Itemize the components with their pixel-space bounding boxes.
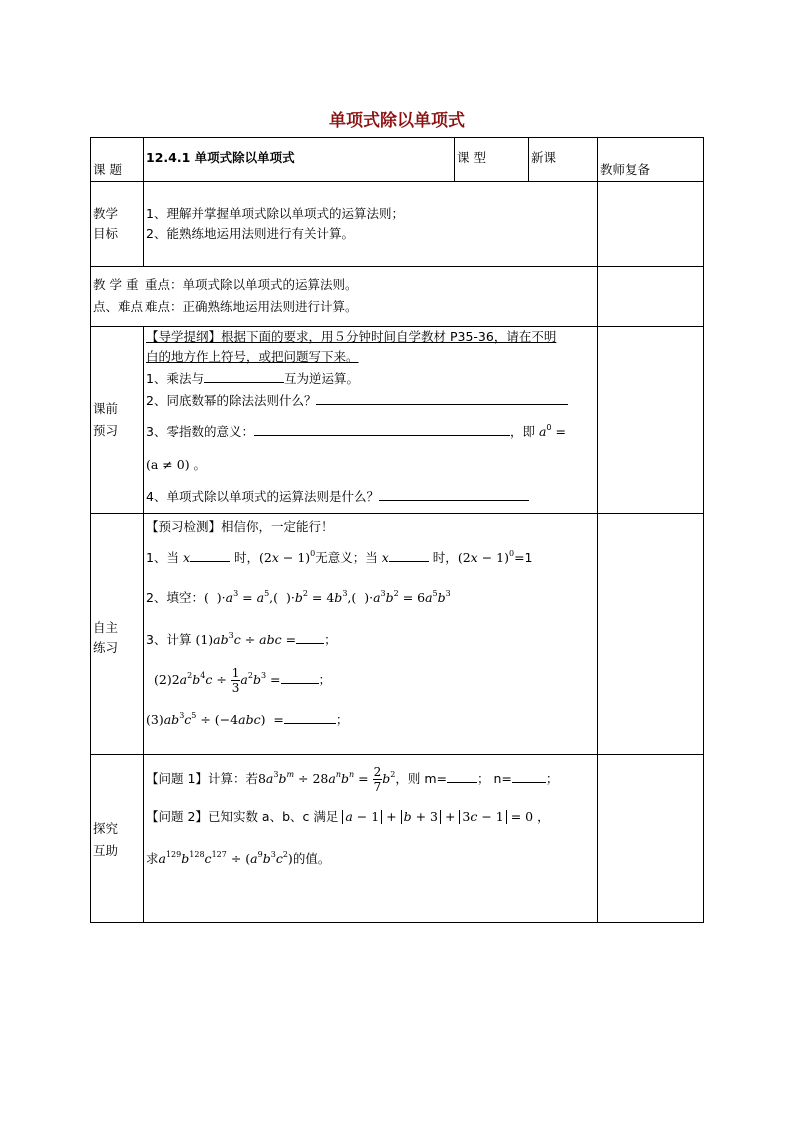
type-label: 课 型 [457, 150, 486, 165]
objectives-label-cell [91, 182, 144, 267]
answer-blank[interactable] [190, 548, 230, 562]
objectives-label-1: 教学 [93, 206, 119, 221]
check-title: 【预习检测】相信你，一定能行！ [146, 519, 334, 534]
topic-text: 12.4.1 单项式除以单项式 [146, 150, 295, 165]
preview-q3: 3、零指数的意义： ，即 $a^0$ = [146, 423, 566, 439]
objective-item: 2、能熟练地运用法则进行有关计算。 [146, 226, 354, 241]
answer-blank[interactable] [447, 769, 477, 783]
type-value-cell [529, 138, 598, 182]
answer-blank[interactable] [204, 369, 284, 383]
topic-cell [144, 138, 455, 182]
teacher-notes-cell [598, 514, 704, 755]
lesson-plan-table [90, 137, 704, 923]
objectives-label-2: 目标 [93, 226, 119, 241]
guide-text-line-2: 白的地方作上符号，或把问题写下来。 [146, 349, 359, 364]
practice-q2: 2、填空：( )$\cdot a^3 = a^5$,( )$\cdot b^2 = 4b^3$,( )$\cdot a^3b^2 = 6a^5b^3$ [146, 589, 451, 605]
preview-label-2: 预习 [93, 423, 119, 438]
preview-q1: 1、乘法与 互为逆运算。 [146, 371, 359, 386]
answer-blank[interactable] [284, 710, 336, 724]
objectives-content-cell [144, 182, 598, 267]
practice-row [91, 514, 704, 755]
explore-q2: 【问题 2】已知实数 a、b、c 满足 a − 1 + b + 3 + 3c − 1 = 0 ， [146, 809, 550, 824]
answer-blank[interactable] [389, 548, 429, 562]
explore-q1: 【问题 1】计算：若$8a^3b^m \div 28a^nb^n$ = $\frac{2}{7}$ $b^2$，则 m= ； n= ； [146, 765, 559, 794]
teacher-col-label: 教师复备 [600, 162, 651, 177]
practice-calc-3: $(3)ab^3c^5 \div (-4abc)$ = ； [146, 711, 349, 727]
practice-q1: 1、当 x 时，$(2x - 1)^0$无意义；当 x 时，$(2x - 1)^0=1$ [146, 549, 533, 565]
explore-label-2: 互助 [93, 843, 119, 858]
type-label-cell [455, 138, 529, 182]
preview-q3-condition: (a ≠ 0) 。 [146, 457, 207, 472]
practice-label-cell [91, 514, 144, 755]
explore-label-cell [91, 755, 144, 923]
page-title: 单项式除以单项式 [329, 111, 465, 131]
practice-q3: 3、计算 $(1)ab^3c$ ÷ abc = ； [146, 631, 337, 647]
key-points-label-2: 点、难点 [93, 299, 144, 314]
preview-row [91, 327, 704, 514]
teacher-notes-cell [598, 182, 704, 267]
teacher-col-cell [598, 138, 704, 182]
answer-blank[interactable] [379, 487, 529, 501]
explore-q2-expr: 求$a^{129}b^{128}c^{127} \div (a^9b^3c^2)$的值。 [146, 850, 331, 866]
teacher-notes-cell [598, 327, 704, 514]
answer-blank[interactable] [254, 422, 510, 436]
guide-text-line-1: 【导学提纲】根据下面的要求，用５分钟时间自学教材 P35-36，请在不明 [146, 329, 557, 344]
answer-blank[interactable] [296, 630, 324, 644]
preview-q4: 4、单项式除以单项式的运算法则是什么？ [146, 487, 529, 507]
header-row [91, 138, 704, 182]
explore-label-1: 探究 [93, 821, 119, 836]
practice-content-cell [144, 514, 598, 755]
preview-q2: 2、同底数幂的除法法则什么？ [146, 391, 568, 411]
teacher-notes-cell [598, 755, 704, 923]
answer-blank[interactable] [316, 391, 568, 405]
topic-label: 课 题 [93, 162, 122, 177]
explore-row [91, 755, 704, 923]
key-point-item: 难点：正确熟练地运用法则进行计算。 [145, 299, 358, 314]
key-points-cell [91, 267, 598, 327]
teacher-notes-cell [598, 267, 704, 327]
answer-blank[interactable] [281, 670, 319, 684]
answer-blank[interactable] [512, 769, 546, 783]
type-value: 新课 [531, 150, 557, 165]
preview-label-cell [91, 327, 144, 514]
topic-label-cell [91, 138, 144, 182]
key-points-row [91, 267, 704, 327]
preview-content-cell [144, 327, 598, 514]
key-point-item: 重点：单项式除以单项式的运算法则。 [145, 277, 358, 292]
practice-calc-2: $(2)2a^2b^4c$ ÷ $\frac{1}{3}$ $a^2b^3$ = ； [154, 666, 332, 695]
explore-content-cell [144, 755, 598, 923]
objective-item: 1、理解并掌握单项式除以单项式的运算法则； [146, 206, 404, 221]
objectives-row [91, 182, 704, 267]
practice-label-2: 练习 [93, 640, 119, 655]
practice-label-1: 自主 [93, 620, 119, 635]
key-points-label-1: 教 学 重 [93, 277, 139, 292]
preview-label-1: 课前 [93, 401, 119, 416]
